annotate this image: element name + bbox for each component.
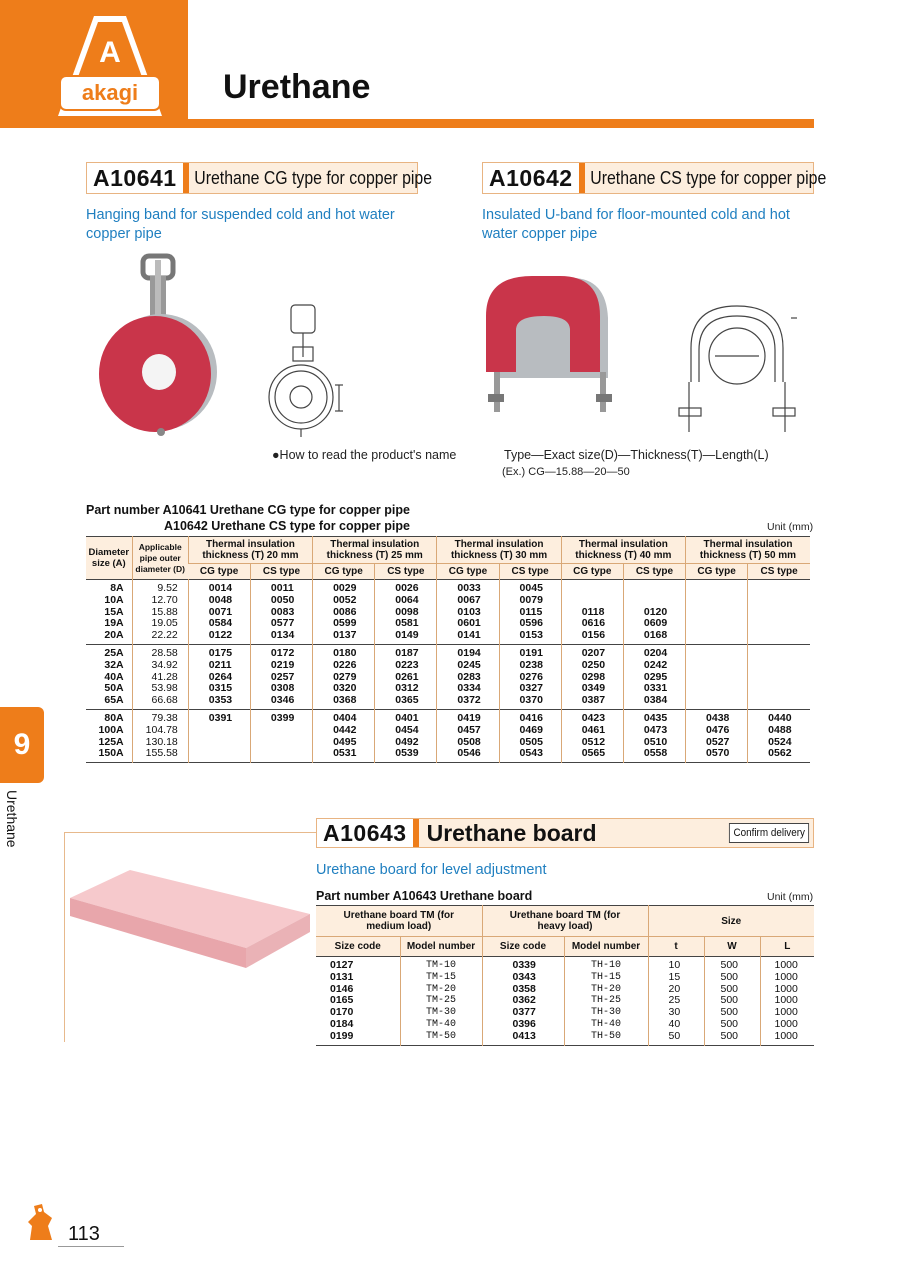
- l-col: 1000 1000 1000 1000 1000 1000 1000: [760, 957, 814, 1046]
- col-thickness-20: Thermal insulation thickness (T) 20 mm: [188, 537, 312, 564]
- sub-model-number: Model number: [564, 937, 648, 957]
- part-number-cell: 0399: [250, 709, 312, 762]
- product-description: Urethane board for level adjustment: [316, 862, 547, 878]
- product-name: Urethane board: [426, 819, 597, 846]
- cg-type-drawing: [255, 295, 365, 445]
- part-number-cell: 0118 0616 0156: [561, 580, 623, 645]
- part-number-cell: 0187 0223 0261 0312 0365: [375, 644, 437, 709]
- col-diameter-size: Diameter size (A): [86, 537, 132, 580]
- part-number-cell: 0194 0245 0283 0334 0372: [437, 644, 499, 709]
- part-number-cell: 0207 0250 0298 0349 0387: [561, 644, 623, 709]
- outer-diameter-cell: 28.58 34.92 41.28 53.98 66.68: [132, 644, 188, 709]
- sub-w: W: [704, 937, 760, 957]
- part-number-cell: 0045 0079 0115 0596 0153: [499, 580, 561, 645]
- part-number-cell: 0191 0238 0276 0327 0370: [499, 644, 561, 709]
- part-number-cell: 0175 0211 0264 0315 0353: [188, 644, 250, 709]
- product-header-a10641: [86, 162, 432, 194]
- part-number-cell: 0180 0226 0279 0320 0368: [313, 644, 375, 709]
- product-description: Insulated U-band for floor-mounted cold and hot water copper pipe: [482, 207, 790, 242]
- cs-type-photo: [480, 268, 620, 428]
- group-size: Size: [648, 906, 814, 937]
- table-row-group: [86, 644, 810, 709]
- bracket-line-top: [64, 832, 316, 833]
- col-thickness-40: Thermal insulation thickness (T) 40 mm: [561, 537, 685, 564]
- urethane-board-table: [316, 905, 814, 1046]
- page-title: Urethane: [223, 68, 371, 106]
- part-number-cell: 0419 0457 0508 0546: [437, 709, 499, 762]
- product-name: Urethane CS type for copper pipe: [589, 167, 826, 188]
- part-number-cell: 0440 0488 0524 0562: [748, 709, 810, 762]
- model-number-col: TM-10 TM-15 TM-20 TM-25 TM-30 TM-40 TM-50: [400, 957, 482, 1046]
- sub-t: t: [648, 937, 704, 957]
- urethane-board-photo: [66, 862, 316, 974]
- chapter-tab: 9: [0, 707, 44, 783]
- table1-unit: Unit (mm): [767, 521, 814, 533]
- sub-cs-type: CS type: [748, 564, 810, 580]
- part-number-cell: 0029 0052 0086 0599 0137: [313, 580, 375, 645]
- sub-cg-type: CG type: [188, 564, 250, 580]
- col-outer-diameter: Applicable pipe outer diameter (D): [132, 537, 188, 580]
- howto-label: ●How to read the product's name: [272, 448, 457, 462]
- part-number-cell: [686, 644, 748, 709]
- product-header-a10642: [482, 162, 826, 194]
- product-header-a10643: [316, 818, 814, 848]
- part-number-cell: 0391: [188, 709, 250, 762]
- table-row-group: [86, 580, 810, 645]
- sub-cs-type: CS type: [375, 564, 437, 580]
- page-number: 113: [68, 1223, 100, 1245]
- sub-l: L: [760, 937, 814, 957]
- sub-model-number: Model number: [400, 937, 482, 957]
- cg-type-photo: [95, 250, 220, 440]
- howto-format: Type—Exact size(D)—Thickness(T)—Length(L): [504, 448, 769, 462]
- table1-title-line2: A10642 Urethane CS type for copper pipe: [164, 519, 410, 533]
- product-code: A10642: [483, 163, 585, 193]
- part-number-cell: 0026 0064 0098 0581 0149: [375, 580, 437, 645]
- logo-text: akagi: [81, 80, 139, 105]
- part-number-cell: 0011 0050 0083 0577 0134: [250, 580, 312, 645]
- sub-cg-type: CG type: [313, 564, 375, 580]
- group-medium-load: Urethane board TM (for medium load): [316, 906, 482, 937]
- table2-title: Part number A10643 Urethane board: [316, 889, 533, 903]
- product-name: Urethane CG type for copper pipe: [193, 167, 432, 188]
- part-number-cell: 0033 0067 0103 0601 0141: [437, 580, 499, 645]
- table2-unit: Unit (mm): [767, 891, 814, 903]
- product-description: Hanging band for suspended cold and hot water copper pipe: [86, 207, 395, 242]
- cg-cs-part-number-table: [86, 536, 810, 763]
- col-thickness-25: Thermal insulation thickness (T) 25 mm: [313, 537, 437, 564]
- diameter-size-cell: 25A 32A 40A 50A 65A: [104, 646, 124, 707]
- confirm-delivery-badge: Confirm delivery: [728, 823, 809, 843]
- sub-cs-type: CS type: [623, 564, 685, 580]
- sub-cg-type: CG type: [437, 564, 499, 580]
- col-thickness-30: Thermal insulation thickness (T) 30 mm: [437, 537, 561, 564]
- sub-cs-type: CS type: [250, 564, 312, 580]
- sub-cg-type: CG type: [686, 564, 748, 580]
- part-number-cell: 0416 0469 0505 0543: [499, 709, 561, 762]
- part-number-cell: 0404 0442 0495 0531: [313, 709, 375, 762]
- table1-title-line1: Part number A10641 Urethane CG type for copper pipe: [86, 503, 410, 517]
- sub-size-code: Size code: [316, 937, 400, 957]
- bracket-line-left: [64, 832, 65, 1042]
- col-thickness-50: Thermal insulation thickness (T) 50 mm: [686, 537, 810, 564]
- part-number-cell: 0120 0609 0168: [623, 580, 685, 645]
- part-number-cell: [748, 644, 810, 709]
- part-number-cell: [748, 580, 810, 645]
- sub-cs-type: CS type: [499, 564, 561, 580]
- w-col: 500 500 500 500 500 500 500: [704, 957, 760, 1046]
- diameter-size-cell: 8A 10A 15A 19A 20A: [104, 582, 124, 642]
- logo-letter: A: [99, 36, 121, 69]
- product-code: A10641: [87, 163, 189, 193]
- howto-example: (Ex.) CG—15.88—20—50: [502, 466, 630, 478]
- model-number-col: TH-10 TH-15 TH-20 TH-25 TH-30 TH-40 TH-50: [564, 957, 648, 1046]
- part-number-cell: 0438 0476 0527 0570: [686, 709, 748, 762]
- group-heavy-load: Urethane board TM (for heavy load): [482, 906, 648, 937]
- footer-rule: [58, 1246, 124, 1247]
- part-number-cell: 0401 0454 0492 0539: [375, 709, 437, 762]
- cs-type-drawing: [675, 298, 805, 438]
- sub-cg-type: CG type: [561, 564, 623, 580]
- size-code-col: 0339 0343 0358 0362 0377 0396 0413: [482, 957, 564, 1046]
- sub-size-code: Size code: [482, 937, 564, 957]
- product-code: A10643: [317, 819, 419, 847]
- chapter-label: Urethane: [4, 790, 20, 848]
- akagi-logo: [54, 12, 166, 120]
- t-col: 10 15 20 25 30 40 50: [648, 957, 704, 1046]
- outer-diameter-cell: 9.52 12.70 15.88 19.05 22.22: [132, 580, 188, 645]
- size-code-col: 0127 0131 0146 0165 0170 0184 0199: [330, 959, 354, 1042]
- part-number-cell: [686, 580, 748, 645]
- diameter-size-cell: 80A 100A 125A 150A: [98, 711, 124, 760]
- part-number-cell: 0423 0461 0512 0565: [561, 709, 623, 762]
- outer-diameter-cell: 79.38 104.78 130.18 155.58: [132, 709, 188, 762]
- header-rule: [188, 119, 814, 128]
- mascot-icon: [22, 1200, 58, 1244]
- part-number-cell: 0172 0219 0257 0308 0346: [250, 644, 312, 709]
- table-row-group: [86, 709, 810, 762]
- part-number-cell: 0204 0242 0295 0331 0384: [623, 644, 685, 709]
- part-number-cell: 0435 0473 0510 0558: [623, 709, 685, 762]
- part-number-cell: 0014 0048 0071 0584 0122: [188, 580, 250, 645]
